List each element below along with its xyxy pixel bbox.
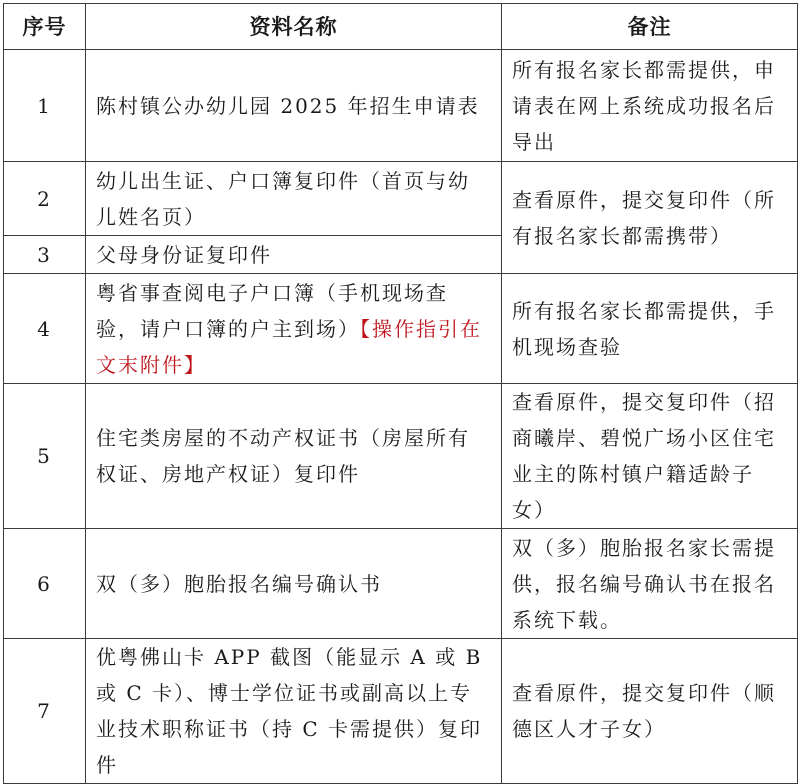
- row-material-name: [86, 274, 502, 384]
- row-material-name: 双（多）胞胎报名编号确认书: [86, 529, 502, 639]
- table-row: [4, 639, 798, 784]
- row-remarks: 查看原件，提交复印件（所有报名家长都需携带）: [502, 162, 798, 274]
- row-material-name: 优粤佛山卡 APP 截图（能显示 A 或 B 或 C 卡）、博士学位证书或副高以上专业技术职称证书（持 C 卡需提供）复印件: [86, 639, 502, 784]
- header-remarks: 备注: [502, 4, 798, 50]
- header-material-name: 资料名称: [86, 4, 502, 50]
- row-material-name: 父母身份证复印件: [86, 236, 502, 274]
- guide-highlight-note: 【操作指引在文末附件】: [96, 316, 482, 377]
- row-remarks: 所有报名家长都需提供，手机现场查验: [502, 274, 798, 384]
- row-remarks: 所有报名家长都需提供，申请表在网上系统成功报名后导出: [502, 50, 798, 162]
- row-remarks: 查看原件，提交复印件（顺德区人才子女）: [502, 639, 798, 784]
- row-number: 7: [4, 639, 86, 784]
- materials-table: [3, 3, 798, 784]
- row-material-name-text: 粤省事查阅电子户口簿（手机现场查验，请户口簿的户主到场）: [96, 280, 448, 341]
- row-number: 6: [4, 529, 86, 639]
- row-number: 5: [4, 384, 86, 529]
- row-number: 3: [4, 236, 86, 274]
- row-number: 4: [4, 274, 86, 384]
- table-row: [4, 529, 798, 639]
- table-header-row: [4, 4, 798, 50]
- row-remarks: 查看原件，提交复印件（招商曦岸、碧悦广场小区住宅业主的陈村镇户籍适龄子女）: [502, 384, 798, 529]
- row-material-name: 幼儿出生证、户口簿复印件（首页与幼儿姓名页）: [86, 162, 502, 236]
- table-row: [4, 274, 798, 384]
- row-material-name: 陈村镇公办幼儿园 2025 年招生申请表: [86, 50, 502, 162]
- header-number: 序号: [4, 4, 86, 50]
- table-row: [4, 162, 798, 236]
- row-material-name: 住宅类房屋的不动产权证书（房屋所有权证、房地产权证）复印件: [86, 384, 502, 529]
- table-row: [4, 384, 798, 529]
- table-row: [4, 50, 798, 162]
- row-remarks: 双（多）胞胎报名家长需提供，报名编号确认书在报名系统下载。: [502, 529, 798, 639]
- row-number: 2: [4, 162, 86, 236]
- row-number: 1: [4, 50, 86, 162]
